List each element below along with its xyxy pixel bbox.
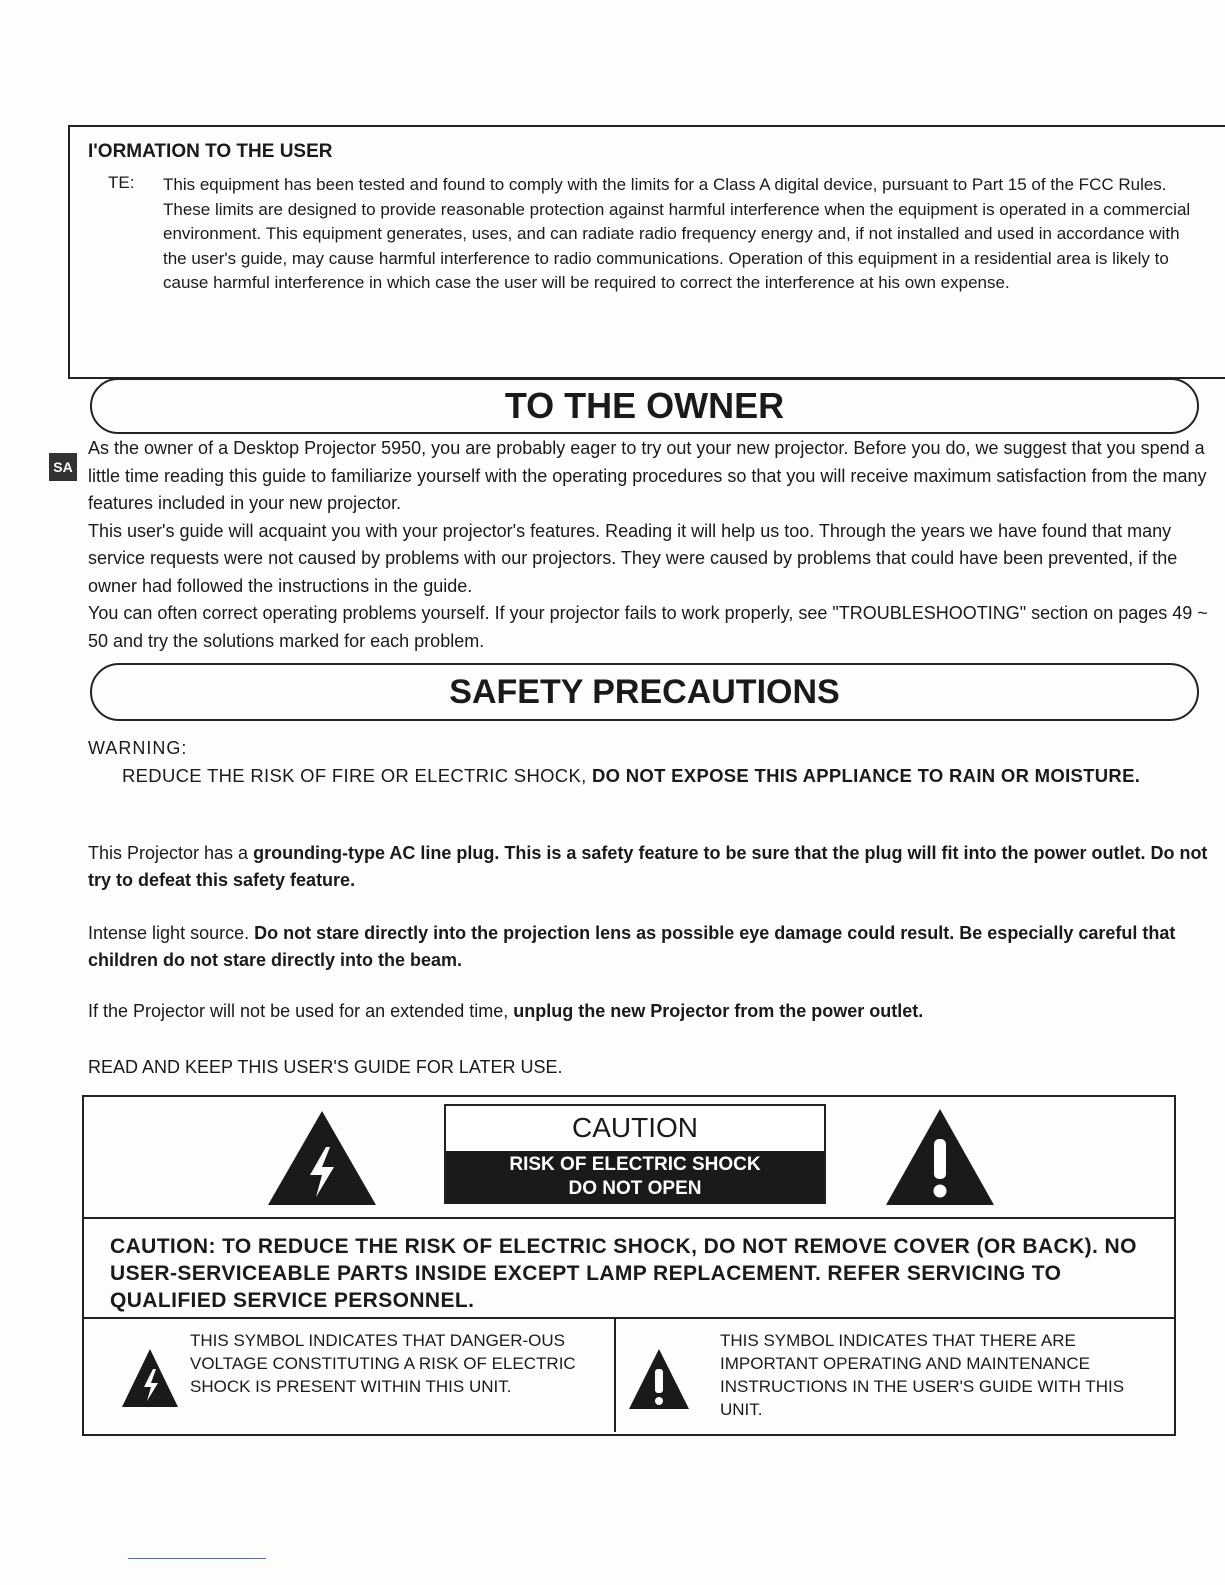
owner-section-header: TO THE OWNER xyxy=(90,378,1199,434)
sa-badge: SA xyxy=(49,453,77,481)
warning-text-start: REDUCE THE RISK OF FIRE OR ELECTRIC SHOCK, xyxy=(122,765,592,786)
owner-paragraph: As the owner of a Desktop Projector 5950, you are probably eager to try out your new projector. Before you do, we suggest that you spend a little time reading this guide to familiarize yourself with the operating procedures so that you will receive maximum satisfaction from the many features included in your new projector. xyxy=(88,438,1207,513)
unplug-text-bold: unplug the new Projector from the power outlet. xyxy=(513,1001,924,1021)
caution-line-2: DO NOT OPEN xyxy=(568,1178,702,1199)
fcc-note-label: TE: xyxy=(108,173,135,192)
keep-guide-text: READ AND KEEP THIS USER'S GUIDE FOR LATER USE. xyxy=(88,1057,563,1077)
exclamation-symbol-icon xyxy=(627,1347,691,1411)
fcc-title: I'ORMATION TO THE USER xyxy=(88,141,333,162)
warning-text xyxy=(88,762,1208,790)
caution-main-text: CAUTION: TO REDUCE THE RISK OF ELECTRIC SHOCK, DO NOT REMOVE COVER (OR BACK). NO USER-SERVICEABLE PARTS INSIDE EXCEPT LAMP REPLACEMENT. REFER SERVICING TO QUALIFIED SERVICE PERSONNEL. xyxy=(110,1235,1137,1312)
light-source-paragraph xyxy=(88,920,1213,974)
lightning-warning-icon xyxy=(266,1109,378,1207)
lightning-symbol-text: THIS SYMBOL INDICATES THAT DANGER-OUS VOLTAGE CONSTITUTING A RISK OF ELECTRIC SHOCK IS PRESENT WITHIN THIS UNIT. xyxy=(190,1331,576,1396)
grounding-paragraph xyxy=(88,840,1213,894)
owner-paragraph: This user's guide will acquaint you with your projector's features. Reading it will help us too. Through the years we have found that many service requests were not caused by problems with our projectors. They were caused by problems that could have been prevented, if the owner had followed the instructions in the guide. xyxy=(88,520,1178,596)
owner-text xyxy=(88,435,1218,655)
exclamation-symbol-text: THIS SYMBOL INDICATES THAT THERE ARE IMPORTANT OPERATING AND MAINTENANCE INSTRUCTIONS IN THE USER'S GUIDE WITH THIS UNIT. xyxy=(720,1331,1125,1419)
unplug-text-start: If the Projector will not be used for an extended time, xyxy=(88,1001,514,1021)
footer-link-underline xyxy=(128,1558,266,1559)
caution-text-row xyxy=(84,1219,1174,1319)
warning-label: WARNING: xyxy=(88,738,188,758)
caution-title: CAUTION xyxy=(572,1112,698,1143)
caution-dark-band xyxy=(446,1151,824,1204)
grounding-text-start: This Projector has a xyxy=(88,843,254,863)
owner-paragraph: You can often correct operating problems yourself. If your projector fails to work properly, see "TROUBLESHOOTING" section on pages 49 ~ 50 and try the solutions marked for each problem. xyxy=(88,603,1208,651)
fcc-text: This equipment has been tested and found to comply with the limits for a Class A digital device, pursuant to Part 15 of the FCC Rules. These limits are designed to provide reasonable protection against harmful interference when the equipment is operated in a commercial environment. This equipment generates, uses, and can radiate radio frequency energy and, if not installed and used in accordance with the user's guide, may cause harmful interference to radio communications. Operation of this equipment in a residential area is likely to cause harmful interference in which case the user will be required to correct the interference at his own expense. xyxy=(163,175,1191,292)
light-text-start: Intense light source. xyxy=(88,923,255,943)
light-text-bold: Do not stare directly into the projection lens as possible eye damage could result. Be especially careful that children do not stare directly into the beam. xyxy=(88,923,1176,970)
grounding-text-bold: grounding-type AC line plug. This is a safety feature to be sure that the plug will fit into the power outlet. Do not try to defeat this safety feature. xyxy=(88,843,1208,890)
caution-block xyxy=(82,1095,1176,1436)
exclamation-warning-icon xyxy=(884,1107,996,1207)
unplug-paragraph xyxy=(88,998,1213,1025)
warning-text-bold: DO NOT EXPOSE THIS APPLIANCE TO RAIN OR MOISTURE. xyxy=(591,765,1141,786)
fcc-info-box xyxy=(68,125,1225,379)
caution-label xyxy=(444,1104,826,1204)
symbol-divider xyxy=(614,1319,616,1432)
safety-section-header: SAFETY PRECAUTIONS xyxy=(90,663,1199,721)
lightning-symbol-icon xyxy=(120,1347,180,1409)
symbol-explanations-row xyxy=(84,1319,1174,1432)
caution-line-1: RISK OF ELECTRIC SHOCK xyxy=(509,1154,761,1175)
caution-symbols-row xyxy=(84,1097,1174,1219)
